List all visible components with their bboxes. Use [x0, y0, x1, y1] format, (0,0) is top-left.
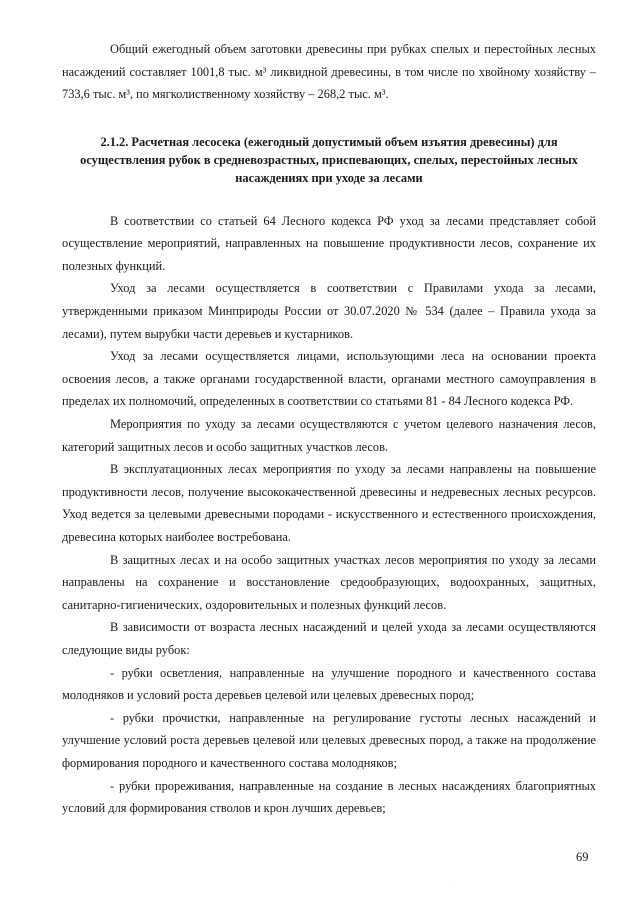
page-number: 69: [576, 850, 589, 864]
document-body: [62, 38, 596, 820]
paragraph-purpose: Мероприятия по уходу за лесами осуществляются с учетом целевого назначения лесов, категорий защитных лесов и особо защитных участков лесов.: [62, 417, 596, 454]
list-item-cleaning: - рубки прочистки, направленные на регулирование густоты лесных насаждений и улучшение условий роста деревьев целевой или целевых древесных пород, а также на продолжение формирования породного и качественного состава молодняков;: [62, 710, 596, 770]
list-item-clearing: - рубки осветления, направленные на улучшение породного и качественного состава молодняков и условий роста деревьев целевой или целевых древесных пород;: [62, 665, 596, 703]
paragraph-responsible-persons: Уход за лесами осуществляется лицами, использующими леса на основании проекта освоения лесов, а также органами государственной власти, органами местного самоуправления в пределах их полномочий, определенных в соответствии со статьями 81 - 84 Лесного кодекса РФ.: [62, 349, 596, 409]
intro-paragraph: Общий ежегодный объем заготовки древесины при рубках спелых и перестойных лесных насаждений составляет 1001,8 тыс. м³ ликвидной древесины, в том числе по хвойному хозяйству – 733,6 тыс. м³, по мягколиственному хозяйству – 268,2 тыс. м³.: [62, 42, 596, 102]
paragraph-felling-types-intro: В зависимости от возраста лесных насаждений и целей ухода за лесами осуществляются следующие виды рубок:: [62, 620, 596, 657]
list-item-thinning: - рубки прореживания, направленные на создание в лесных насаждениях благоприятных условий для формирования стволов и крон лучших деревьев;: [62, 778, 596, 816]
paragraph-exploitation-forests: В эксплуатационных лесах мероприятия по уходу за лесами направлены на повышение продуктивности лесов, получение высококачественной древесины и недревесных лесных ресурсов. Уход ведется за целевыми древесными породами - искусственного и естественного происхождения, древесина которых наиболее востребована.: [62, 462, 596, 544]
section-heading: 2.1.2. Расчетная лесосека (ежегодный допустимый объем изъятия древесины) для осуществления рубок в средневозрастных, приспевающих, спелых, перестойных лесных насаждениях при уходе за лесами: [80, 134, 578, 186]
footer-mark: ·: [448, 878, 450, 884]
paragraph-article-64: В соответствии со статьей 64 Лесного кодекса РФ уход за лесами представляет собой осуществление мероприятий, направленных на повышение продуктивности лесов, сохранение их полезных функций.: [62, 213, 596, 273]
paragraph-care-rules: Уход за лесами осуществляется в соответствии с Правилами ухода за лесами, утвержденными приказом Минприроды России от 30.07.2020 № 534 (далее – Правила ухода за лесами), путем вырубки части деревьев и кустарников.: [62, 281, 596, 341]
paragraph-protective-forests: В защитных лесах и на особо защитных участках лесов мероприятия по уходу за лесами направлены на сохранение и восстановление средообразующих, водоохранных, защитных, санитарно-гигиенических, оздоровительных и полезных функций лесов.: [62, 552, 596, 612]
